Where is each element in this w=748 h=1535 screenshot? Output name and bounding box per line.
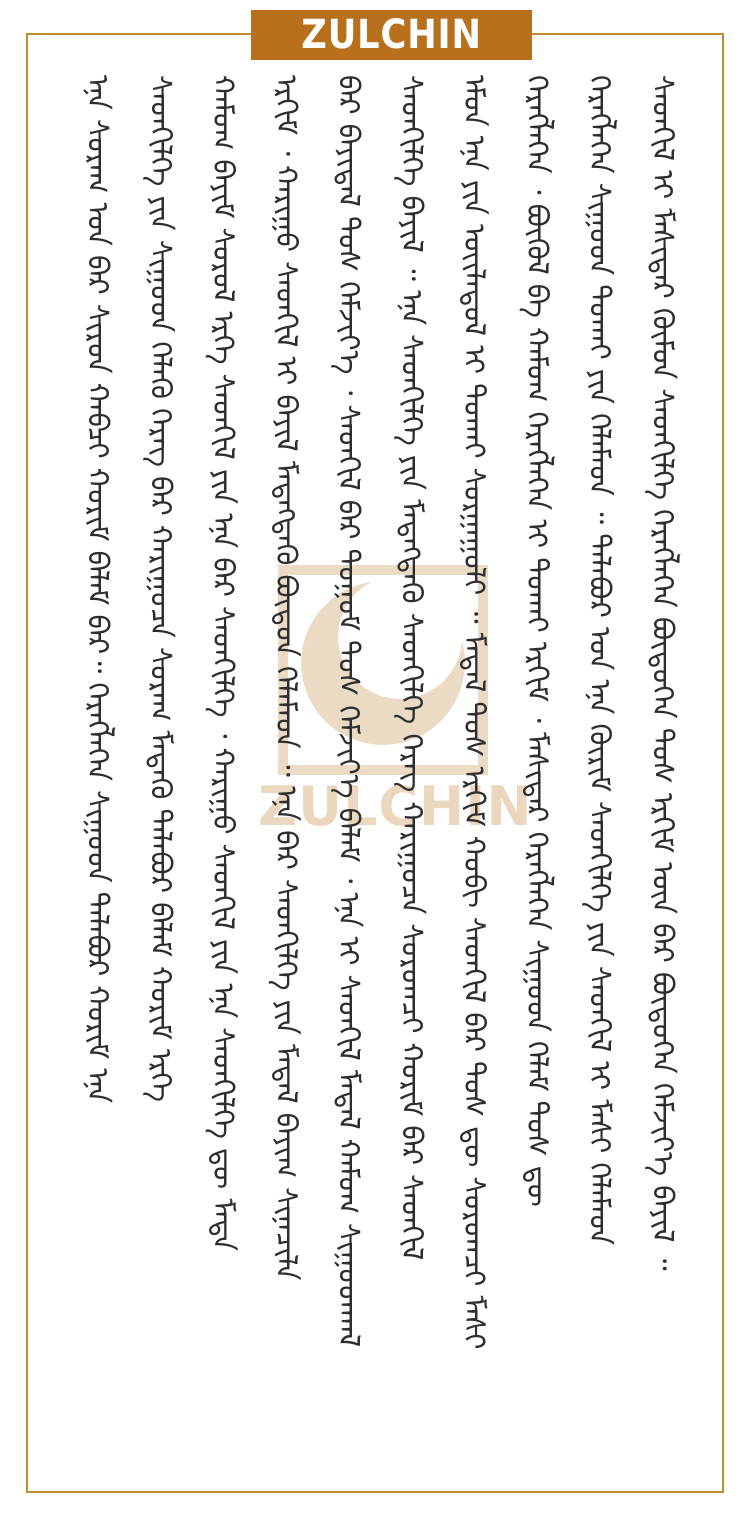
text-column: ᠰᠡᠳᠭᠢᠯᠭᠡ ᠶᠢᠨ ᠰᠢᠭᠤᠳ ᠬᠡᠯᠡᠬᠦ ᠬᠡᠷᠡᠭ ᠪᠡᠷ ᠬᠠᠷᠢᠭᠤᠴᠠ ᠰᠤᠷᠠᠭ ᠮᠡᠳᠡᠬᠦ ᠲᠠᠯᠠᠪᠤᠷ ᠪᠠᠯᠠᠮ ᠬᠤᠷᠢᠮ ᠡᠷᠬᠡ <box>143 75 178 1102</box>
text-column: ᠬᠠᠮᠤᠭ ᠪᠠᠶᠢᠮ ᠰᠤᠷᠤᠯ ᠡᠷᠬᠡ ᠰᠡᠳᠬᠢᠯ ᠶᠢᠨ ᠡᠨᠡ ᠪᠡᠷ ᠰᠡᠳᠭᠢᠯᠭᠡ ᠂ ᠬᠠᠷᠢᠭᠤ ᠰᠡᠳᠬᠢᠯ ᠶᠢᠨ ᠡᠨᠡ ᠰᠡᠳᠭᠢᠯᠭᠡ ᠳᠦ ᠮᠡᠳᠡ <box>206 75 241 1251</box>
text-column: ᠡᠨᠡ ᠰᠤᠷᠠᠭ ᠤᠨ ᠪᠡᠷ ᠰᠢᠷᠦᠨ ᠬᠠᠪᠴᠢ ᠬᠤᠷᠢᠮ ᠪᠠᠯᠠᠮ ᠪᠡᠷ᠃ ᠬᠡᠷᠡᠭᠯᠡᠭᠡᠨ ᠰᠢᠭᠤᠳ ᠲᠠᠯᠠᠪᠤᠷ ᠬᠤᠷᠢᠮ ᠡᠨᠡ <box>81 75 115 1104</box>
text-column: ᠬᠡᠷᠡᠭᠯᠡᠭᠡᠨ ᠰᠢᠭᠤᠳ ᠲᠤᠬᠠᠢ ᠶᠢᠨ ᠬᠡᠯᠡᠮᠡᠳ ᠃ ᠲᠠᠯᠠᠪᠤᠷ ᠤᠨ ᠡᠨᠡ ᠬᠦᠷᠢᠮ ᠰᠡᠳᠭᠢᠯᠭᠡ ᠶᠢᠨ ᠰᠡᠳᠬᠢᠯ ᠢ ᠮᠠᠰᠢ ᠬᠡᠯᠡᠮᠡᠳ <box>583 75 618 1246</box>
text-column: ᠪᠡᠷ ᠪᠠᠶᠢᠳᠠᠯ ᠲᠤᠰ ᠬᠡᠮᠵᠢᠶ᠎ᠡ ᠂ ᠰᠡᠳᠬᠢᠯ ᠪᠡᠷ ᠳᠤᠭᠤᠮ ᠲᠤᠰ ᠬᠡᠮᠵᠢᠶ᠎ᠡ ᠪᠠᠯᠠᠮ ᠂ ᠡᠨᠡ ᠢ ᠰᠡᠳᠬᠢᠯ ᠮᠡᠳᠡᠯ ᠬᠠᠮᠤᠭ ᠰᠢᠭᠤᠳᠬᠠᠯ <box>332 75 367 1348</box>
text-column: ᠰᠡᠳᠭᠢᠯᠭᠡ ᠪᠠᠶᠢᠯ ᠃ ᠡᠨᠡ ᠰᠡᠳᠭᠢᠯᠭᠡ ᠶᠢᠨ ᠮᠡᠳᠡᠭᠳᠡᠭᠦ ᠰᠡᠳᠭᠢᠯᠭᠡ ᠬᠡᠷᠡᠭ ᠬᠠᠷᠢᠭᠤᠴᠠ ᠰᠤᠷᠤᠭᠴᠢ ᠬᠤᠷᠢᠮ ᠪᠡᠷ ᠰᠡᠳᠬᠢᠯ <box>394 75 429 1261</box>
brand-title: ZULCHIN <box>301 12 482 58</box>
text-column: ᠡᠷᠬᠢᠮ ᠂ ᠬᠠᠷᠢᠭᠤ ᠰᠡᠳᠬᠢᠯ ᠢ ᠪᠠᠶᠢᠯ ᠮᠡᠳᠡᠭᠳᠡᠭᠦ ᠪᠦᠳᠦᠨ ᠬᠡᠯᠡᠮᠡᠳ ᠃ ᠡᠨᠡ ᠪᠡᠷ ᠰᠡᠳᠭᠢᠯᠭᠡ ᠶᠢᠨ ᠮᠡᠳᠡᠯ ᠪᠠᠶᠢᠭ ᠰᠢᠨᠡᠴᠢᠯᠡ <box>269 75 304 1281</box>
text-column: ᠰᠡᠳᠬᠢᠯ ᠢ ᠮᠠᠰᠢᠳᠠᠷ ᠬᠦᠮᠦᠨ ᠰᠡᠳᠭᠢᠯᠭᠡ ᠬᠡᠷᠡᠭᠯᠡᠭᠡᠨ ᠪᠦᠲᠦᠭᠡᠨ ᠲᠤᠰ ᠡᠷᠬᠢᠮ ᠦᠨ ᠪᠡᠷ ᠪᠦᠲᠦᠭᠡᠨ ᠬᠡᠮᠵᠢᠶ᠎ᠡ ᠪᠠᠶᠢᠯ ᠃ <box>645 75 680 1271</box>
vertical-text-body <box>75 75 685 1475</box>
text-column: ᠡᠮᠦᠨ ᠡᠨᠡ ᠶᠢᠨ ᠦᠢᠯᠡᠳᠦᠯ ᠢ ᠲᠤᠬᠠᠢ ᠰᠤᠷᠭᠠᠭᠤᠯᠢ ᠃ ᠮᠡᠳᠡᠯ ᠲᠤᠰ ᠡᠷᠬᠢᠮ ᠬᠤᠪᠢ ᠰᠡᠳᠬᠢᠯ ᠪᠡᠷ ᠲᠤᠰ ᠳᠦ ᠰᠤᠷᠤᠭᠴᠢ ᠮᠠᠰᠢ <box>457 75 492 1350</box>
header-banner <box>251 10 532 60</box>
watermark-label: ZULCHIN <box>258 775 533 838</box>
text-column: ᠬᠡᠷᠡᠭᠯᠡᠭᠡᠨ ᠂ ᠪᠦᠬᠦᠯ ᠪᠠ ᠬᠠᠮᠤᠭ ᠬᠡᠷᠡᠭᠯᠡᠭᠡᠨ ᠢ ᠲᠤᠬᠠᠢ ᠡᠷᠬᠢᠮ ᠂ ᠮᠠᠰᠢᠳᠠᠷ ᠬᠡᠷᠡᠭᠯᠡᠭᠡᠨ ᠰᠢᠭᠤᠳ ᠬᠡᠯᠡᠮ ᠲᠤᠰ ᠳᠦ <box>520 75 555 1207</box>
